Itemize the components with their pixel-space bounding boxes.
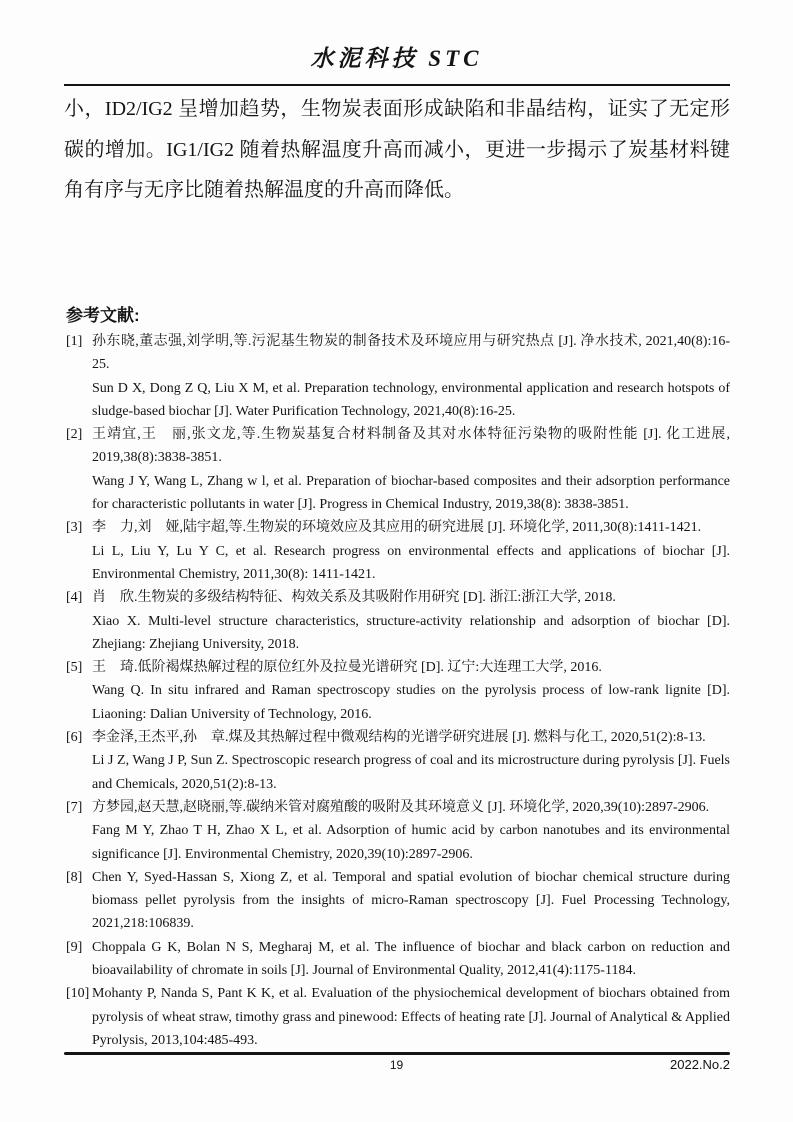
reference-number: [4] (66, 590, 83, 606)
reference-item (66, 330, 730, 423)
footer-page-number: 19 (389, 1058, 404, 1072)
reference-item (66, 423, 730, 516)
footer-rule (64, 1052, 730, 1055)
reference-chinese-citation: 王 琦.低阶褐煤热解过程的原位红外及拉曼光谱研究 [D]. 辽宁:大连理工大学, 2016. (92, 660, 602, 676)
reference-number: [9] (66, 939, 83, 955)
reference-english-citation: Wang Q. In situ infrared and Raman spectroscopy studies on the pyrolysis process of low-rank lignite [D]. Liaoning: Dalian University of Technology, 2016. (92, 683, 730, 722)
references-heading: 参考文献: (66, 306, 140, 325)
footer-issue-label: 2022.No.2 (670, 1057, 730, 1072)
reference-item (66, 936, 730, 983)
reference-english-citation: Mohanty P, Nanda S, Pant K K, et al. Evaluation of the physiochemical development of biochars obtained from pyrolysis of wheat straw, timothy grass and pinewood: Effects of heating rate [J]. Journal of Analytical & Applied Pyrolysis, 2013,104:485-493. (92, 986, 730, 1048)
reference-item (66, 796, 730, 866)
reference-english-citation: Li J Z, Wang J P, Sun Z. Spectroscopic research progress of coal and its microstructure during pyrolysis [J]. Fuels and Chemicals, 2020,51(2):8-13. (92, 753, 730, 792)
reference-english-citation: Choppala G K, Bolan N S, Megharaj M, et al. The influence of biochar and black carbon on reduction and bioavailability of chromate in soils [J]. Journal of Environmental Quality, 2012,41(4):1175-1184. (92, 939, 730, 979)
reference-number: [2] (66, 427, 83, 443)
body-paragraph: 小，ID2/IG2 呈增加趋势，生物炭表面形成缺陷和非晶结构，证实了无定形碳的增加。IG1/IG2 随着热解温度升高而减小，更进一步揭示了炭基材料键角有序与无序比随着热解温度的升高而降低。 (64, 98, 730, 201)
reference-english-citation: Fang M Y, Zhao T H, Zhao X L, et al. Adsorption of humic acid by carbon nanotubes and its environmental significance [J]. Environmental Chemistry, 2020,39(10):2897-2906. (92, 823, 730, 862)
reference-number: [7] (66, 799, 83, 815)
reference-chinese-citation: 肖 欣.生物炭的多级结构特征、构效关系及其吸附作用研究 [D]. 浙江:浙江大学, 2018. (92, 590, 616, 606)
reference-chinese-citation: 王靖宜,王 丽,张文龙,等.生物炭基复合材料制备及其对水体特征污染物的吸附性能 [J]. 化工进展, 2019,38(8):3838-3851. (92, 427, 730, 466)
header-rule (64, 84, 730, 86)
reference-item (66, 586, 730, 656)
reference-chinese-citation: 李金泽,王杰平,孙 章.煤及其热解过程中微观结构的光谱学研究进展 [J]. 燃料与化工, 2020,51(2):8-13. (92, 730, 706, 746)
journal-header-title: 水泥科技 STC (310, 46, 483, 71)
reference-english-citation: Sun D X, Dong Z Q, Liu X M, et al. Preparation technology, environmental application and research hotspots of sludge-based biochar [J]. Water Purification Technology, 2021,40(8):16-25. (92, 380, 730, 419)
reference-number: [1] (66, 334, 83, 349)
reference-number: [6] (66, 730, 83, 746)
reference-item (66, 516, 730, 586)
reference-number: [10] (66, 986, 90, 1002)
reference-item (66, 656, 730, 726)
reference-english-citation: Chen Y, Syed-Hassan S, Xiong Z, et al. Temporal and spatial evolution of biochar chemical structure during biomass pellet pyrolysis from the insights of micro-Raman spectroscopy [J]. Fuel Processing Technology, 2021,218:106839. (92, 869, 730, 932)
reference-number: [5] (66, 660, 83, 676)
reference-english-citation: Li L, Liu Y, Lu Y C, et al. Research progress on environmental effects and applications of biochar [J]. Environmental Chemistry, 2011,30(8): 1411-1421. (92, 543, 730, 582)
reference-english-citation: Wang J Y, Wang L, Zhang w l, et al. Preparation of biochar-based composites and their adsorption performance for characteristic pollutants in water [J]. Progress in Chemical Industry, 2019,38(8): 3838-3851. (92, 473, 730, 513)
reference-english-citation: Xiao X. Multi-level structure characteristics, structure-activity relationship and adsorption of biochar [D]. Zhejiang: Zhejiang University, 2018. (92, 613, 730, 652)
reference-item (66, 726, 730, 796)
reference-number: [3] (66, 520, 83, 536)
references-list (66, 330, 730, 1052)
reference-chinese-citation: 方梦园,赵天慧,赵晓丽,等.碳纳米管对腐殖酸的吸附及其环境意义 [J]. 环境化学, 2020,39(10):2897-2906. (92, 799, 710, 815)
reference-chinese-citation: 孙东晓,董志强,刘学明,等.污泥基生物炭的制备技术及环境应用与研究热点 [J]. 净水技术, 2021,40(8):16-25. (92, 334, 730, 373)
reference-item (66, 866, 730, 936)
reference-chinese-citation: 李 力,刘 娅,陆宇超,等.生物炭的环境效应及其应用的研究进展 [J]. 环境化学, 2011,30(8):1411-1421. (92, 520, 702, 536)
reference-item (66, 982, 730, 1052)
reference-number: [8] (66, 869, 83, 885)
